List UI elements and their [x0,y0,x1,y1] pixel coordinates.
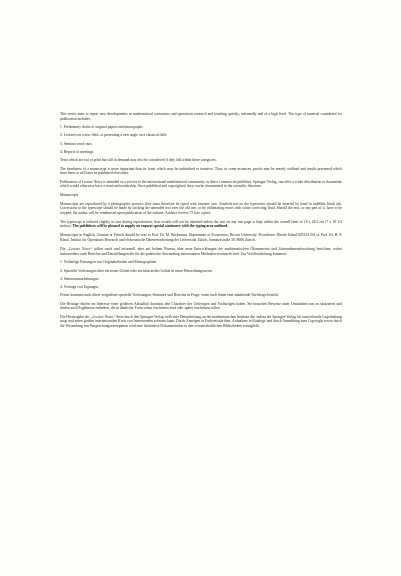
reduction-paragraph [60,220,342,229]
german-intro-pre: Die [60,247,68,252]
ferner-paragraph: Ferner kommen auch ältere vergriffene spezielle Vorlesungen, Seminare und Berichte in Frage, wenn nach ihnen eine anhaltende Nachfrage besteht. [60,292,279,297]
reduction-text: The typescript is reduced slightly in size during reproduction; best results will not be obtained unless the text on any one page is kept within the overall limit of 18 x 26.5 cm (7 x 10 1/2 inches). [60,219,342,229]
list-item: 2. Lectures on a new field, or presenting a new angle on a classical field [60,133,167,138]
beitraege-paragraph: Die Beiträge dürfen im Interesse einer größeren Aktualität durchaus den Charakter des Unfertigen und Vorläufigen haben. Sie brauchen Beweise unter Umständen nur zu skizzieren und dürfen auch Ergebnisse enthalten, die in ähnlicher Form schon erschienen sind oder später erscheinen sollen. [60,301,342,311]
publication-pre: Publication of [60,179,82,184]
text-column [60,112,342,333]
herausgabe-pre: Die Herausgabe der [60,314,91,319]
series-name: „Lecture Notes“ [67,247,93,252]
list-item: 4. Reports of meetings [60,149,94,154]
list-item: 3. Seminar work-outs [60,141,92,146]
publication-paragraph [60,180,342,189]
manuscripts-paragraph: Manuscripts are reproduced by a photographic process; they must therefore be typed with extreme care. Symbols not on the typewriter should be inserted by hand in indelible black ink. Corrections to the typescript should be made by sticking the amended text over the old one, or by obliterating errors with white correcting fluid. Should the text, or any part of it, have to be retyped, the author will be reimbursed upon publication of the volume. Authors receive 75 free copies. [60,201,342,215]
list-item: 2. Spezielle Vorlesungen über ein neues Gebiet oder ein klassisches Gebiet in neuer Betrachtungsweise. [60,268,213,273]
submission-paragraph: Manuscripts in English, German or French should be sent to Prof. Dr. M. Beckmann, Department of Economics, Brown University, Providence, Rhode Island 02912/USA or Prof. Dr. H. P. Künzi, Institut für Operations Research und elektronische Datenverarbeitung der Universität Zürich, Sumatrastraße 30, 8006 Zürich. [60,232,342,242]
stationery-note: The publishers will be pleased to supply on request special stationery with the typing area outlined. [72,224,229,229]
series-name: „Lecture Notes“ [90,314,115,319]
list-item: 1. Preliminary drafts of original papers and monographs [60,125,143,130]
list-item: 4. Vorträge von Tagungen. [60,284,99,289]
english-intro: This series aims to report new developments in mathematical economics and operations research and teaching quickly, informally and at a high level. The type of material considered for publication includes: [60,112,342,121]
list-item: 3. Seminarausarbeitungen. [60,276,100,281]
manuscripts-heading: Manuscripts [60,193,79,198]
publication-post: is intended as a service to the international mathematical community, in that a commercial publisher, Springer-Verlag, can offer a wider distribution to documents which would otherwise have a restricted readership. Once published and copyrighted, they can be documented in the scientific literature. [60,179,342,189]
list-item: 1. Vorläufige Fassungen von Originalarbeiten und Monographien. [60,260,158,265]
series-name: Lecture Notes [81,179,103,184]
herausgabe-post: Serie durch den Springer-Verlag stellt eine Dienstleistung an die mathematischen Institute dar, indem der Springer-Verlag für ausreichende Lagerhaltung sorgt und einen großen internationalen Kreis von Interessenten erfassen kann. Durch Anzeigen in Fachzeitschriften, Aufnahme in Kataloge und durch Anmeldung zum Copyright sowie durch die Versendung von Besprechungsexemplaren wird eine lückenlose Dokumentation in den wissenschaftlichen Bibliotheken ermöglicht. [60,314,342,329]
german-intro [60,247,342,256]
out-of-print-note: Texts which are out of print but still in demand may also be considered if they fall within these categories. [60,157,217,162]
herausgabe-paragraph [60,315,342,329]
timeliness-paragraph: The timeliness of a manuscript is more important than its form, which may be unfinished or tentative. Thus, in some instances, proofs may be merely outlined and results presented which have been or will later be published elsewhere. [60,166,342,176]
german-intro-post: sollen rasch und informell, aber auf hohem Niveau, über neue Entwicklungen der mathematischen Ökonometrie und Unternehmensforschung berichten, wobei insbesondere auch Berichte und Darstellungen der für die praktische Anwendung interessanten Methoden erwünscht sind. Zur Veröffentlichung kommen: [60,247,342,256]
